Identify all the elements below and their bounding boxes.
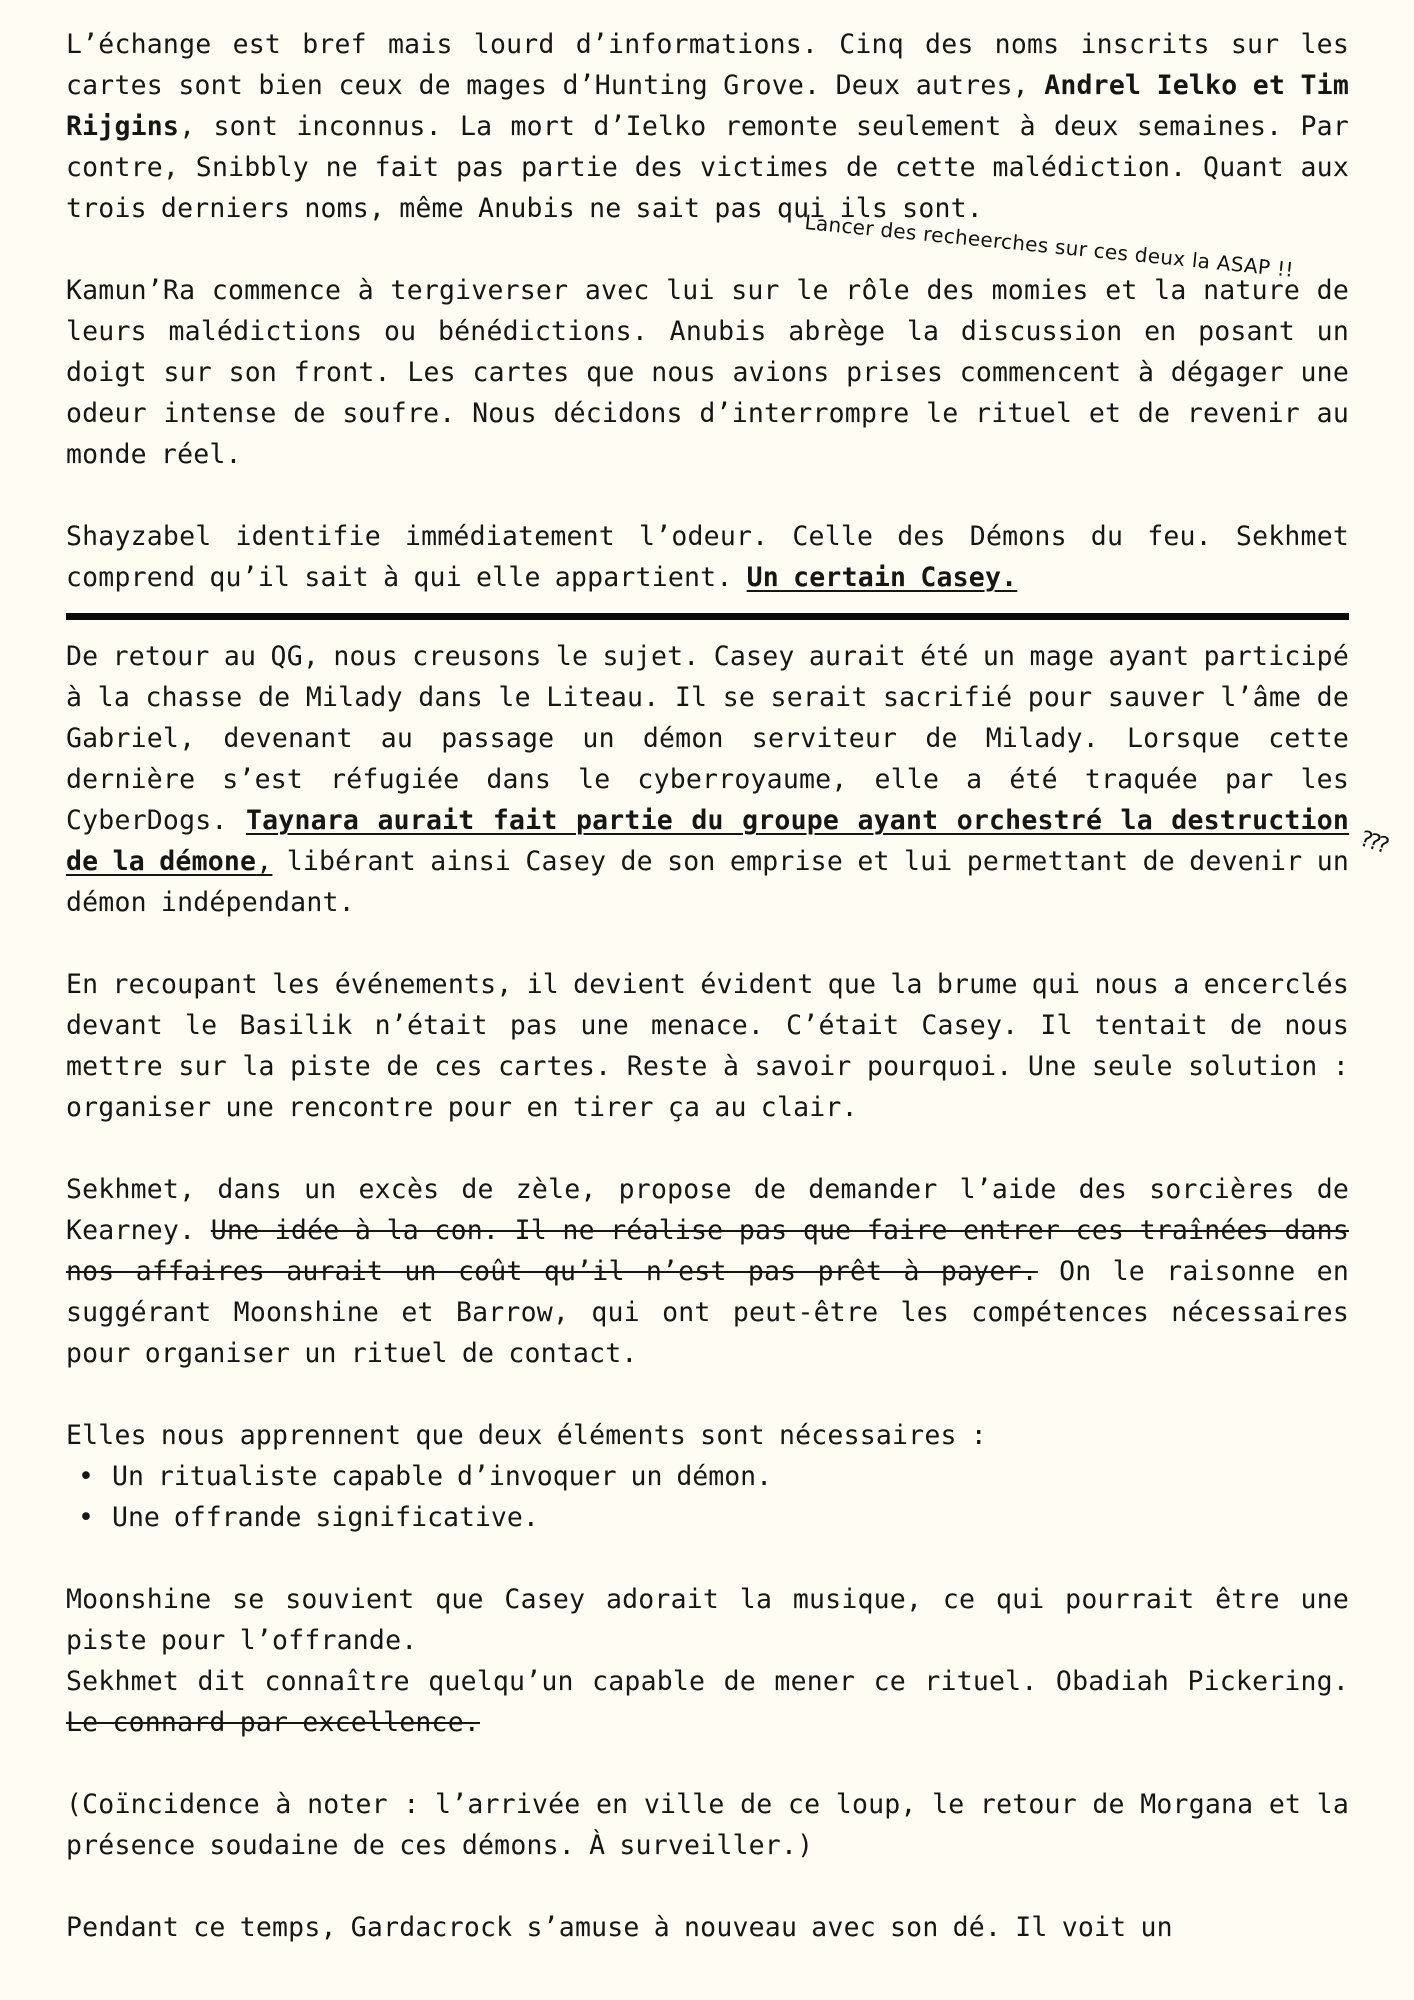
casey-highlight: Un certain Casey. <box>746 562 1018 593</box>
text: L’échange est bref mais lourd d’informations. Cinq des noms inscrits sur les cartes sont bien ceux de mages d’Hunting Grove. Deux autres, <box>66 29 1349 101</box>
text: , <box>256 846 273 877</box>
paragraph-names-exchange <box>66 24 1349 229</box>
text: De retour au QG, nous creusons le sujet. Casey aurait été un mage ayant participé à la chasse de Milady dans le Liteau. Il se serait sacrifié pour sauver l’âme de Gabriel, devenant au passage un démon serviteur de Milady. Lorsque cette dernière s’est réfugiée dans le cyberroyaume, elle a été traquée par les CyberDogs. <box>66 641 1349 836</box>
document-page <box>66 24 1349 1948</box>
text: On le raisonne en suggérant Moonshine et Barrow, qui ont peut-être les compétences nécessaires pour organiser un rituel de contact. <box>66 1256 1349 1369</box>
paragraph-shayzabel <box>66 516 1349 598</box>
handwritten-note-question: ??? <box>1356 826 1390 859</box>
taynara-highlight: Taynara aurait fait partie du groupe ayant orchestré la destruction de la démone <box>66 805 1349 877</box>
list-item: • Un ritualiste capable d’invoquer un démon. <box>66 1456 1349 1497</box>
struck-text: Une idée à la con. Il ne réalise pas que faire entrer ces traînées dans nos affaires aurait un coût qu’il n’est pas prêt à payer. <box>66 1215 1349 1287</box>
unknown-names: Andrel Ielko et Tim Rijgins <box>66 70 1349 142</box>
section-divider <box>66 613 1349 620</box>
paragraph-coincidence: (Coïncidence à noter : l’arrivée en ville de ce loup, le retour de Morgana et la présence soudaine de ces démons. À surveiller.) <box>66 1789 1349 1861</box>
paragraph-gardacrock: Pendant ce temps, Gardacrock s’amuse à nouveau avec son dé. Il voit un <box>66 1912 1173 1943</box>
spacer <box>66 1128 1349 1169</box>
spacer <box>66 1743 1349 1784</box>
text: Shayzabel identifie immédiatement l’odeur. Celle des Démons du feu. Sekhmet comprend qu’il sait à qui elle appartient. <box>66 521 1349 593</box>
paragraph-cross-referencing: En recoupant les événements, il devient évident que la brume qui nous a encerclés devant le Basilik n’était pas une menace. C’était Casey. Il tentait de nous mettre sur la piste de ces cartes. Reste à savoir pourquoi. Une seule solution : organiser une rencontre pour en tirer ça au clair. <box>66 969 1349 1123</box>
paragraph-sekhmet-zeal <box>66 1169 1349 1374</box>
paragraph-moonshine: Moonshine se souvient que Casey adorait la musique, ce qui pourrait être une piste pour l’offrande. <box>66 1584 1349 1656</box>
text: Sekhmet, dans un excès de zèle, propose de demander l’aide des sorcières de Kearney. <box>66 1174 1349 1246</box>
text: libérant ainsi Casey de son emprise et lui permettant de devenir un démon indépendant. <box>66 846 1349 918</box>
paragraph-back-at-hq <box>66 636 1349 923</box>
text: Sekhmet dit connaître quelqu’un capable de mener ce rituel. Obadiah Pickering. <box>66 1666 1349 1697</box>
requirements-list <box>66 1456 1349 1538</box>
paragraph-sekhmet-ritualist <box>66 1661 1349 1743</box>
spacer <box>66 923 1349 964</box>
paragraph-requirements: Elles nous apprennent que deux éléments sont nécessaires : <box>66 1420 987 1451</box>
struck-text: Le connard par excellence. <box>66 1707 481 1738</box>
spacer <box>66 1374 1349 1415</box>
spacer <box>66 1538 1349 1579</box>
list-item: • Une offrande significative. <box>66 1497 1349 1538</box>
spacer <box>66 475 1349 516</box>
spacer <box>66 1866 1349 1907</box>
text: , sont inconnus. La mort d’Ielko remonte seulement à deux semaines. Par contre, Snibbly ne fait pas partie des victimes de cette malédiction. Quant aux trois derniers noms, même Anubis ne sait pas qui ils sont. <box>66 111 1349 224</box>
handwritten-note-research: Lancer des recheerches sur ces deux la ASAP !! <box>803 210 1295 282</box>
paragraph-kamunra: Kamun’Ra commence à tergiverser avec lui sur le rôle des momies et la nature de leurs malédictions ou bénédictions. Anubis abrège la discussion en posant un doigt sur son front. Les cartes que nous avions prises commencent à dégager une odeur intense de soufre. Nous décidons d’interrompre le rituel et de revenir au monde réel. <box>66 275 1349 470</box>
